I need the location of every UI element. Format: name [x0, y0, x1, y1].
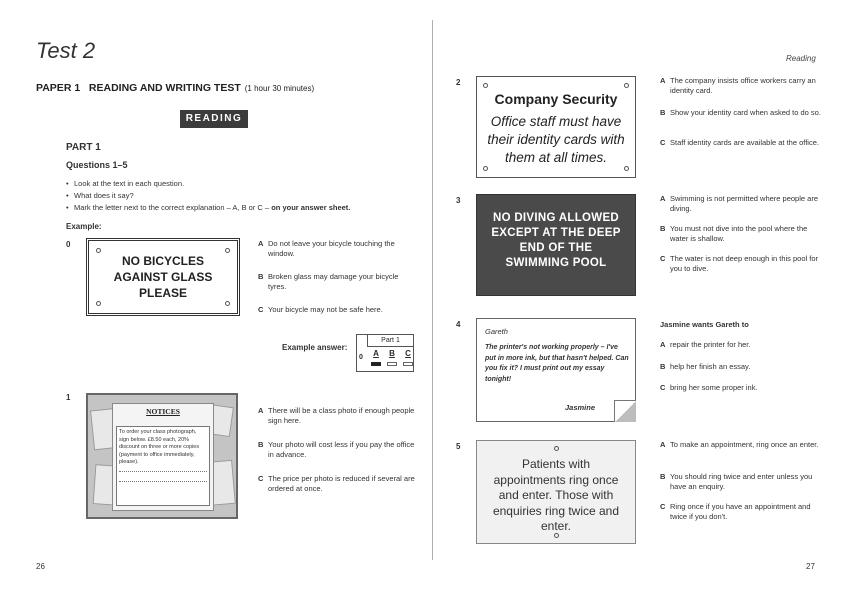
- example-options: [258, 239, 418, 319]
- section-badge: READING: [180, 110, 248, 128]
- option-a[interactable]: [660, 76, 826, 96]
- instruction-text: Mark the letter next to the correct explanation – A, B or C –: [74, 203, 270, 212]
- option-text: Staff identity cards are available at the office.: [670, 138, 819, 147]
- example-answer-label: Example answer:: [282, 343, 348, 352]
- sign-text: Patients with appointments ring once and enter. Those with enquiries ring twice and enter.: [492, 457, 620, 533]
- option-letter: B: [258, 440, 264, 449]
- option-text: You must not dive into the pool where the water is shallow.: [670, 224, 808, 243]
- question-5-options: [660, 440, 826, 530]
- instruction-item: • Look at the text in each question.: [66, 179, 406, 188]
- option-letter: B: [660, 224, 666, 233]
- example-sign: [86, 238, 240, 316]
- instruction-item: • What does it say?: [66, 191, 406, 200]
- screw-icon: [624, 83, 629, 88]
- option-a[interactable]: [258, 239, 418, 259]
- question-number: 5: [456, 442, 461, 451]
- company-security-sign: [476, 76, 636, 178]
- question-stem: Jasmine wants Gareth to: [660, 320, 749, 329]
- notice-body: [116, 426, 210, 506]
- screw-icon: [483, 83, 488, 88]
- screw-icon: [225, 301, 230, 306]
- option-c[interactable]: [660, 254, 826, 274]
- answer-mark-c[interactable]: [403, 362, 413, 366]
- option-letter: C: [660, 138, 666, 147]
- option-a[interactable]: [258, 406, 418, 426]
- instruction-item: [66, 203, 406, 212]
- running-head: Reading: [786, 54, 816, 63]
- question-3-options: [660, 194, 826, 284]
- option-b[interactable]: [258, 272, 418, 292]
- option-letter: A: [258, 406, 264, 415]
- option-c[interactable]: [258, 474, 418, 494]
- question-2-options: [660, 76, 826, 166]
- notice-board-image: [86, 393, 238, 519]
- example-label: Example:: [66, 222, 102, 231]
- option-text: help her finish an essay.: [670, 362, 751, 371]
- question-number: 4: [456, 320, 461, 329]
- question-number: 3: [456, 196, 461, 205]
- answer-marks: [371, 362, 413, 366]
- screw-icon: [96, 301, 101, 306]
- sign-text: NO DIVING ALLOWED EXCEPT AT THE DEEP END OF THE SWIMMING POOL: [491, 212, 621, 269]
- option-text: You should ring twice and enter unless you have an enquiry.: [670, 472, 813, 491]
- option-letter: C: [258, 305, 264, 314]
- paper-title-text: PAPER 1 READING AND WRITING TEST: [36, 82, 241, 94]
- option-text: The company insists office workers carry an identity card.: [670, 76, 816, 95]
- instructions-list: [66, 179, 406, 215]
- notice-text: To order your class photograph, sign below. £8.50 each, 20% discount on three or more copies (payment to office immediately, please).: [119, 429, 200, 465]
- answer-mark-b[interactable]: [387, 362, 397, 366]
- page-number: 27: [806, 562, 815, 571]
- option-c[interactable]: [660, 138, 826, 148]
- option-a[interactable]: [660, 194, 826, 214]
- option-text: Ring once if you have an appointment and twice if you don't.: [670, 502, 811, 521]
- option-b[interactable]: [660, 472, 826, 492]
- option-c[interactable]: [660, 383, 826, 393]
- option-text: repair the printer for her.: [670, 340, 751, 349]
- option-text: bring her some proper ink.: [670, 383, 758, 392]
- note-text: The printer's not working properly – I've put in more ink, but that hasn't helped. Can you fix it? I must print out my essay tonight!: [485, 344, 629, 383]
- sign-heading: Company Security: [494, 91, 618, 107]
- sign-text: Office staff must have their identity cards with them at all times.: [487, 114, 625, 165]
- page-spine: [432, 20, 433, 560]
- option-letter: A: [660, 76, 666, 85]
- option-text: To make an appointment, ring once an enter.: [670, 440, 819, 449]
- option-text: There will be a class photo if enough people sign here.: [268, 406, 415, 425]
- option-b[interactable]: [258, 440, 418, 460]
- question-4-options: [660, 320, 826, 400]
- signature-line: [119, 471, 207, 477]
- answer-letters: [371, 349, 413, 358]
- option-letter: A: [660, 340, 666, 349]
- example-answer-sheet: [356, 334, 414, 372]
- option-letter: C: [660, 502, 666, 511]
- no-diving-sign: [476, 194, 636, 296]
- option-letter: B: [660, 108, 666, 117]
- option-letter: C: [258, 474, 264, 483]
- patients-sign: [476, 440, 636, 544]
- option-text: The price per photo is reduced if several are ordered at once.: [268, 474, 415, 493]
- paper-duration: (1 hour 30 minutes): [244, 84, 315, 93]
- option-b[interactable]: [660, 362, 826, 372]
- option-letter: B: [660, 362, 666, 371]
- test-title: Test 2: [36, 38, 96, 63]
- question-number: 1: [66, 393, 71, 402]
- option-text: Swimming is not permitted where people are diving.: [670, 194, 818, 213]
- answer-letter: A: [373, 349, 379, 358]
- signature-line: [119, 481, 207, 487]
- page-number: 26: [36, 562, 45, 571]
- option-b[interactable]: [660, 224, 826, 244]
- answer-row-number: 0: [359, 354, 363, 361]
- option-letter: A: [660, 194, 666, 203]
- option-text: Do not leave your bicycle touching the window.: [268, 239, 395, 258]
- option-text: The water is not deep enough in this pool for you to dive.: [670, 254, 819, 273]
- part-title: PART 1: [66, 142, 101, 153]
- answer-mark-a[interactable]: [371, 362, 381, 366]
- option-b[interactable]: [660, 108, 826, 118]
- answer-sheet-header: Part 1: [367, 335, 413, 347]
- option-letter: C: [660, 254, 666, 263]
- option-letter: B: [660, 472, 666, 481]
- option-c[interactable]: [258, 305, 418, 315]
- note-from: Jasmine: [565, 403, 596, 412]
- question-number: 2: [456, 78, 461, 87]
- option-letter: B: [258, 272, 264, 281]
- example-sign-text: NO BICYCLES AGAINST GLASS PLEASE: [113, 254, 213, 300]
- option-text: Broken glass may damage your bicycle tyres.: [268, 272, 399, 291]
- option-text: Your bicycle may not be safe here.: [268, 305, 383, 314]
- notice-title: NOTICES: [146, 407, 180, 416]
- note-to: Gareth: [485, 327, 508, 336]
- question-1-options: [258, 406, 418, 496]
- option-a[interactable]: [660, 340, 826, 350]
- option-letter: A: [660, 440, 666, 449]
- option-text: Your photo will cost less if you pay the office in advance.: [268, 440, 415, 459]
- screw-icon: [554, 446, 559, 451]
- answer-letter: C: [405, 349, 411, 358]
- question-number: 0: [66, 240, 71, 249]
- page-curl-icon: [614, 400, 636, 422]
- option-text: Show your identity card when asked to do so.: [670, 108, 821, 117]
- instruction-bold: on your answer sheet.: [271, 203, 351, 212]
- option-c[interactable]: [660, 502, 826, 522]
- option-a[interactable]: [660, 440, 826, 450]
- option-letter: A: [258, 239, 264, 248]
- class-photo-notice: [112, 403, 214, 511]
- handwritten-note: [476, 318, 636, 422]
- questions-range: Questions 1–5: [66, 160, 128, 170]
- paper-title: [36, 82, 314, 94]
- option-letter: C: [660, 383, 666, 392]
- answer-letter: B: [389, 349, 395, 358]
